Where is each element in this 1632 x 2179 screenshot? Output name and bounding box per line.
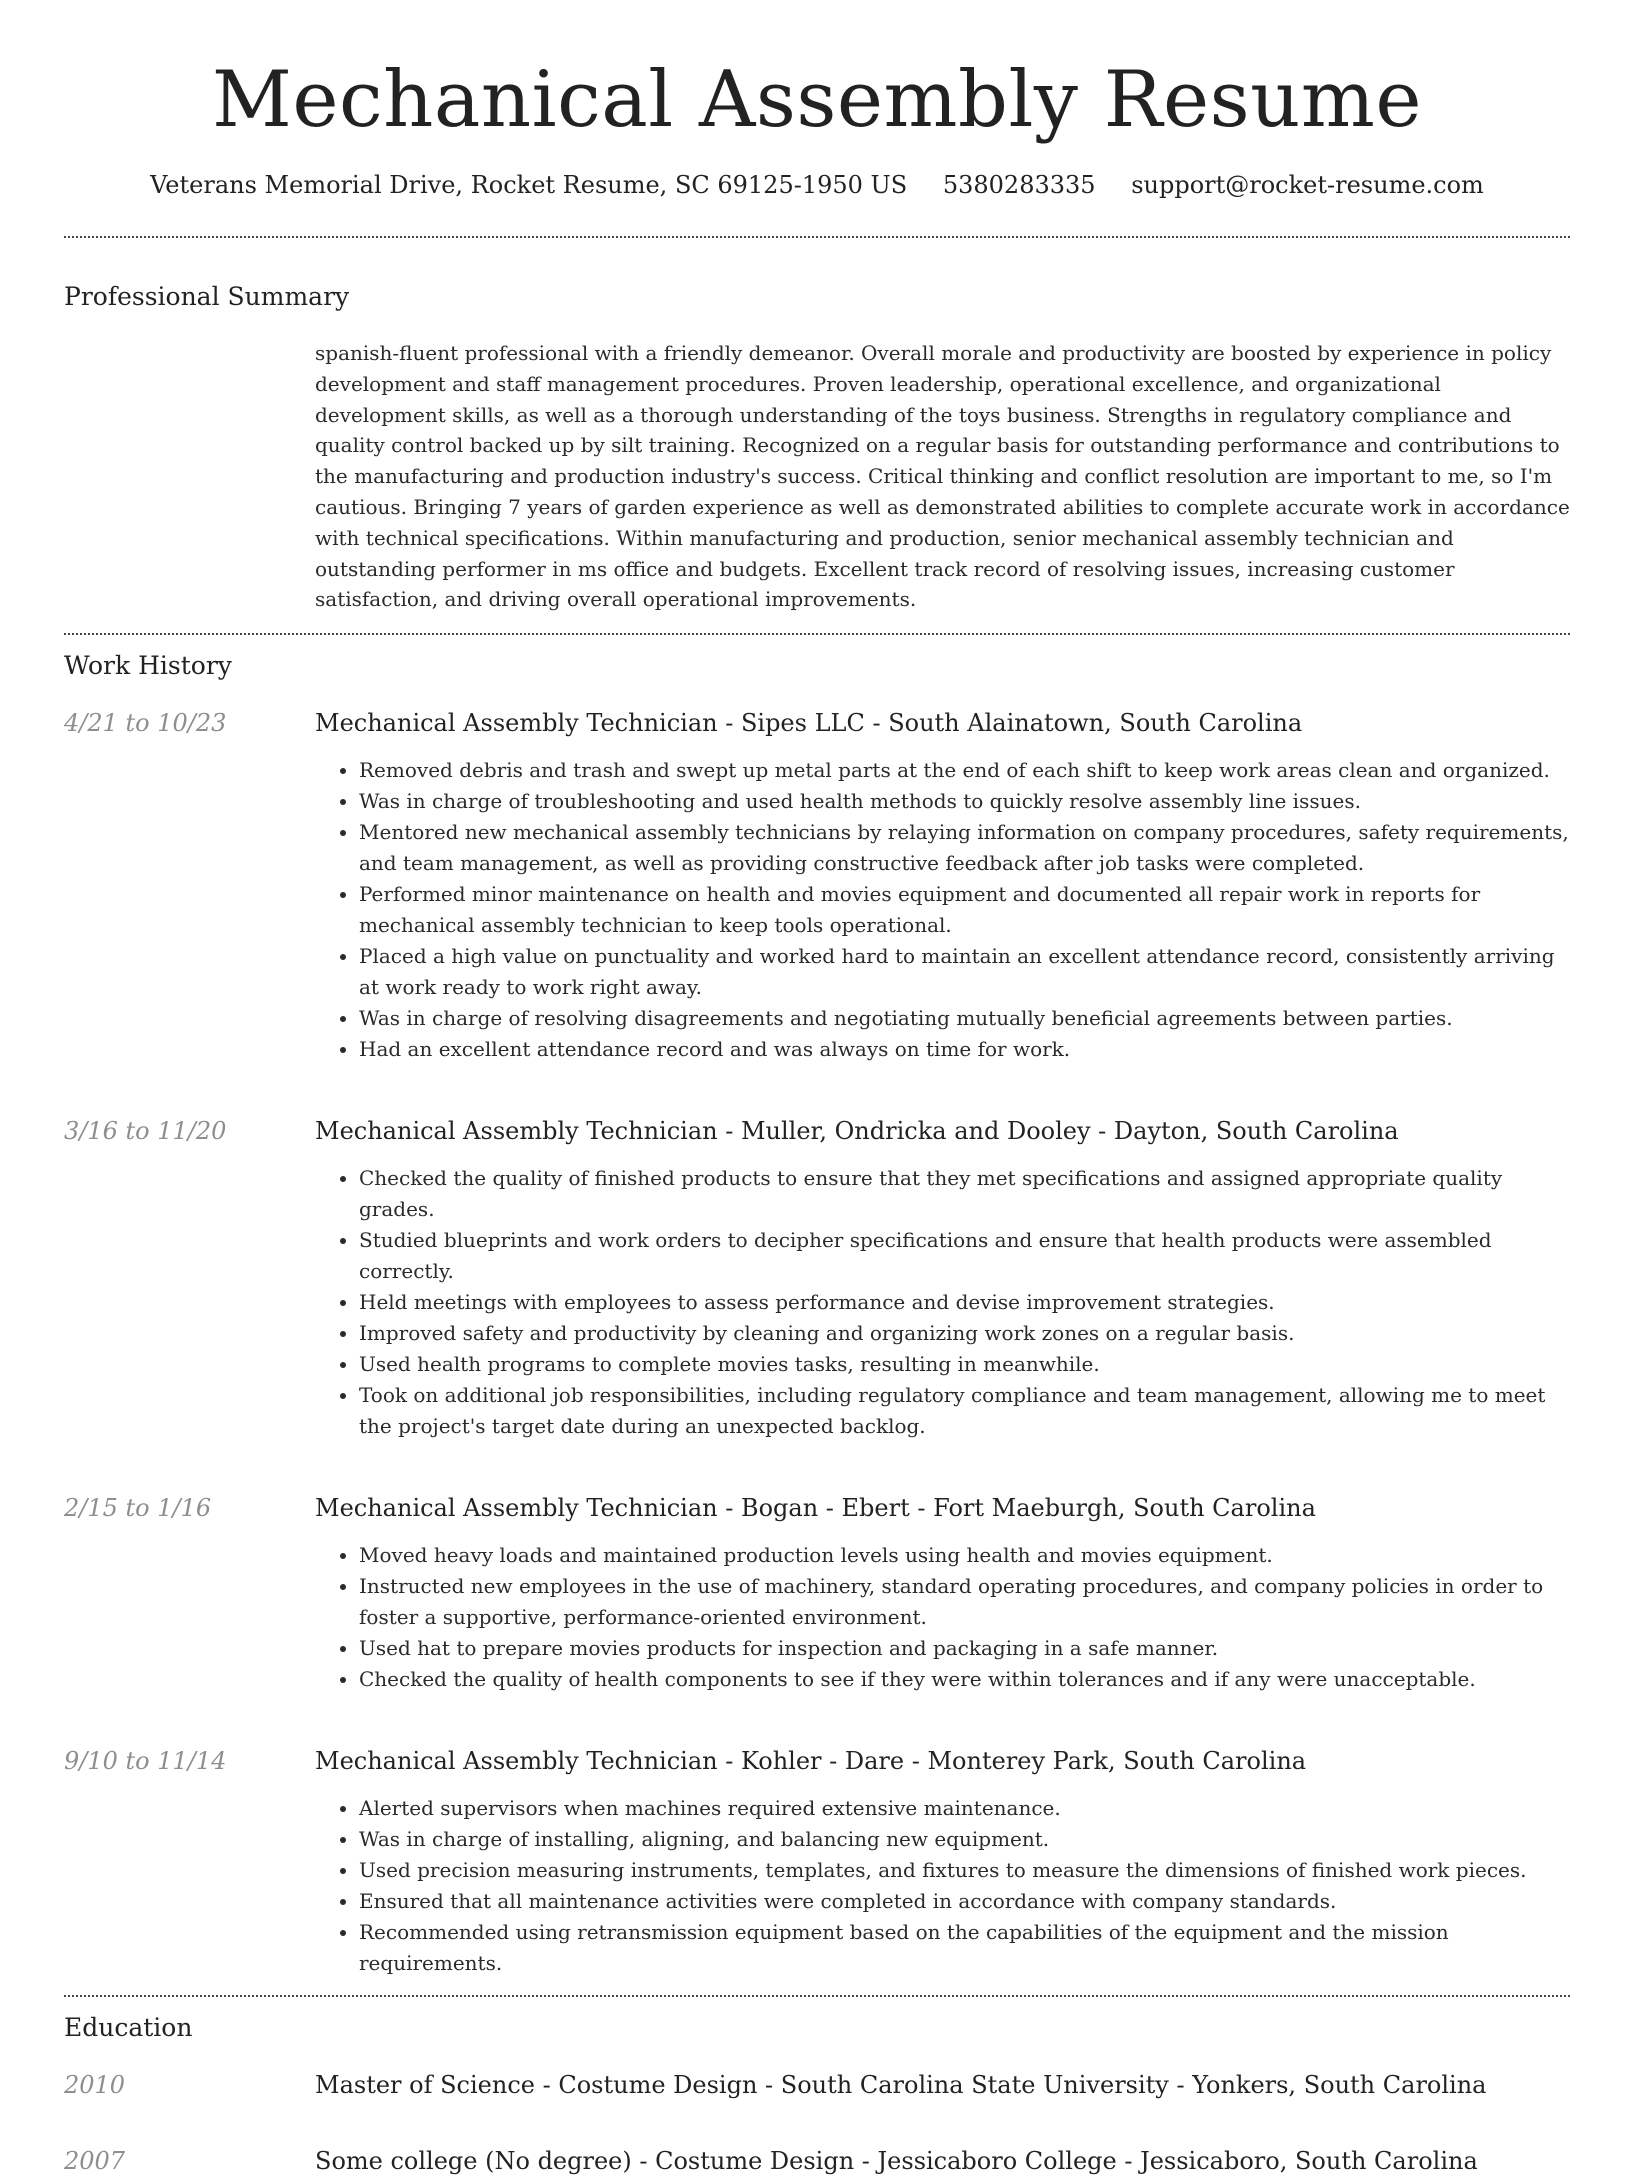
education-entry — [64, 2067, 1570, 2103]
job-bullet: • Instructed new employees in the use of machinery, standard operating procedures, and company policies in order to foster a supportive, performance-oriented environment. — [359, 1571, 1570, 1633]
education-body — [315, 2067, 1570, 2103]
resume-page — [64, 0, 1570, 2179]
resume-title: Mechanical Assembly Resume — [211, 55, 1423, 145]
job-date: 2/15 to 1/16 — [64, 1494, 212, 1523]
job-bullet: • Improved safety and productivity by cleaning and organizing work zones on a regular basis. — [359, 1318, 1570, 1349]
job-title: Mechanical Assembly Technician - Sipes LLC - South Alainatown, South Carolina — [315, 709, 1303, 738]
education-body — [315, 2143, 1570, 2179]
education-date: 2010 — [64, 2071, 126, 2100]
work-history-heading: Work History — [64, 651, 232, 681]
job-bullet: • Checked the quality of health components to see if they were within tolerances and if any were unacceptable. — [359, 1664, 1570, 1695]
education-title: Master of Science - Costume Design - South Carolina State University - Yonkers, South Carolina — [315, 2071, 1487, 2100]
education-entry — [64, 2143, 1570, 2179]
job-bullet: • Was in charge of installing, aligning, and balancing new equipment. — [359, 1824, 1570, 1855]
job-date: 3/16 to 11/20 — [64, 1117, 227, 1146]
divider — [64, 633, 1570, 635]
job-bullet: • Checked the quality of finished products to ensure that they met specifications and assigned appropriate quality grades. — [359, 1163, 1570, 1225]
job-bullet: • Performed minor maintenance on health and movies equipment and documented all repair work in reports for mechanical assembly technician to keep tools operational. — [359, 879, 1570, 941]
job-entry — [64, 1113, 1570, 1442]
education-date: 2007 — [64, 2147, 126, 2176]
job-bullet: • Was in charge of resolving disagreements and negotiating mutually beneficial agreements between parties. — [359, 1003, 1570, 1034]
contact-line — [64, 168, 1570, 202]
job-date: 4/21 to 10/23 — [64, 709, 227, 738]
job-body — [315, 705, 1570, 1065]
job-title: Mechanical Assembly Technician - Muller, Ondricka and Dooley - Dayton, South Carolina — [315, 1117, 1399, 1146]
job-bullet: • Ensured that all maintenance activities were completed in accordance with company standards. — [359, 1886, 1570, 1917]
job-bullets — [315, 755, 1570, 1065]
job-bullet: • Studied blueprints and work orders to decipher specifications and ensure that health products were assembled correctly. — [359, 1225, 1570, 1287]
job-body — [315, 1113, 1570, 1442]
job-bullet: • Placed a high value on punctuality and worked hard to maintain an excellent attendance record, consistently arriving at work ready to work right away. — [359, 941, 1570, 1003]
job-title: Mechanical Assembly Technician - Bogan - Ebert - Fort Maeburgh, South Carolina — [315, 1494, 1316, 1523]
job-entry — [64, 1743, 1570, 1979]
job-date: 9/10 to 11/14 — [64, 1747, 227, 1776]
job-bullet: • Moved heavy loads and maintained production levels using health and movies equipment. — [359, 1540, 1570, 1571]
spacer — [64, 1442, 1570, 1468]
job-body — [315, 1490, 1570, 1695]
job-bullet: • Held meetings with employees to assess performance and devise improvement strategies. — [359, 1287, 1570, 1318]
job-bullet: • Alerted supervisors when machines required extensive maintenance. — [359, 1793, 1570, 1824]
job-entry — [64, 1490, 1570, 1695]
spacer — [64, 1695, 1570, 1721]
education-heading: Education — [64, 2013, 193, 2043]
job-entry — [64, 705, 1570, 1065]
divider — [64, 236, 1570, 238]
contact-email: support@rocket-resume.com — [1131, 171, 1484, 199]
job-bullet: • Mentored new mechanical assembly technicians by relaying information on company procedures, safety requirements, and team management, as well as providing constructive feedback after job tasks were completed. — [359, 817, 1570, 879]
job-bullets — [315, 1540, 1570, 1695]
job-bullet: • Was in charge of troubleshooting and used health methods to quickly resolve assembly line issues. — [359, 786, 1570, 817]
spacer — [64, 1065, 1570, 1091]
contact-address: Veterans Memorial Drive, Rocket Resume, SC 69125-1950 US — [150, 171, 908, 199]
job-bullet: • Used precision measuring instruments, templates, and fixtures to measure the dimensions of finished work pieces. — [359, 1855, 1570, 1886]
summary-text: spanish-fluent professional with a friendly demeanor. Overall morale and productivity are boosted by experience in policy development and staff management procedures. Proven leadership, operational excellence, and organizational development skills, as well as a thorough understanding of the toys business. Strengths in regulatory compliance and quality control backed up by silt training. Recognized on a regular basis for outstanding performance and contributions to the manufacturing and production industry's success. Critical thinking and conflict resolution are important to me, so I'm cautious. Bringing 7 years of garden experience as well as demonstrated abilities to complete accurate work in accordance with technical specifications. Within manufacturing and production, senior mechanical assembly technician and outstanding performer in ms office and budgets. Excellent track record of resolving issues, increasing customer satisfaction, and driving overall operational improvements. — [315, 341, 1570, 612]
job-bullet: • Took on additional job responsibilities, including regulatory compliance and team management, allowing me to meet the project's target date during an unexpected backlog. — [359, 1380, 1570, 1442]
job-bullets — [315, 1793, 1570, 1979]
summary-heading: Professional Summary — [64, 282, 350, 311]
job-title: Mechanical Assembly Technician - Kohler - Dare - Monterey Park, South Carolina — [315, 1747, 1307, 1776]
contact-phone: 5380283335 — [942, 171, 1096, 199]
job-bullet: • Removed debris and trash and swept up metal parts at the end of each shift to keep work areas clean and organized. — [359, 755, 1570, 786]
job-body — [315, 1743, 1570, 1979]
education-title: Some college (No degree) - Costume Design - Jessicaboro College - Jessicaboro, South Carolina — [315, 2147, 1478, 2176]
divider — [64, 1995, 1570, 1997]
job-bullet: • Had an excellent attendance record and was always on time for work. — [359, 1034, 1570, 1065]
job-bullet: • Recommended using retransmission equipment based on the capabilities of the equipment and the mission requirements. — [359, 1917, 1570, 1979]
job-bullet: • Used health programs to complete movies tasks, resulting in meanwhile. — [359, 1349, 1570, 1380]
job-bullet: • Used hat to prepare movies products for inspection and packaging in a safe manner. — [359, 1633, 1570, 1664]
job-bullets — [315, 1163, 1570, 1442]
